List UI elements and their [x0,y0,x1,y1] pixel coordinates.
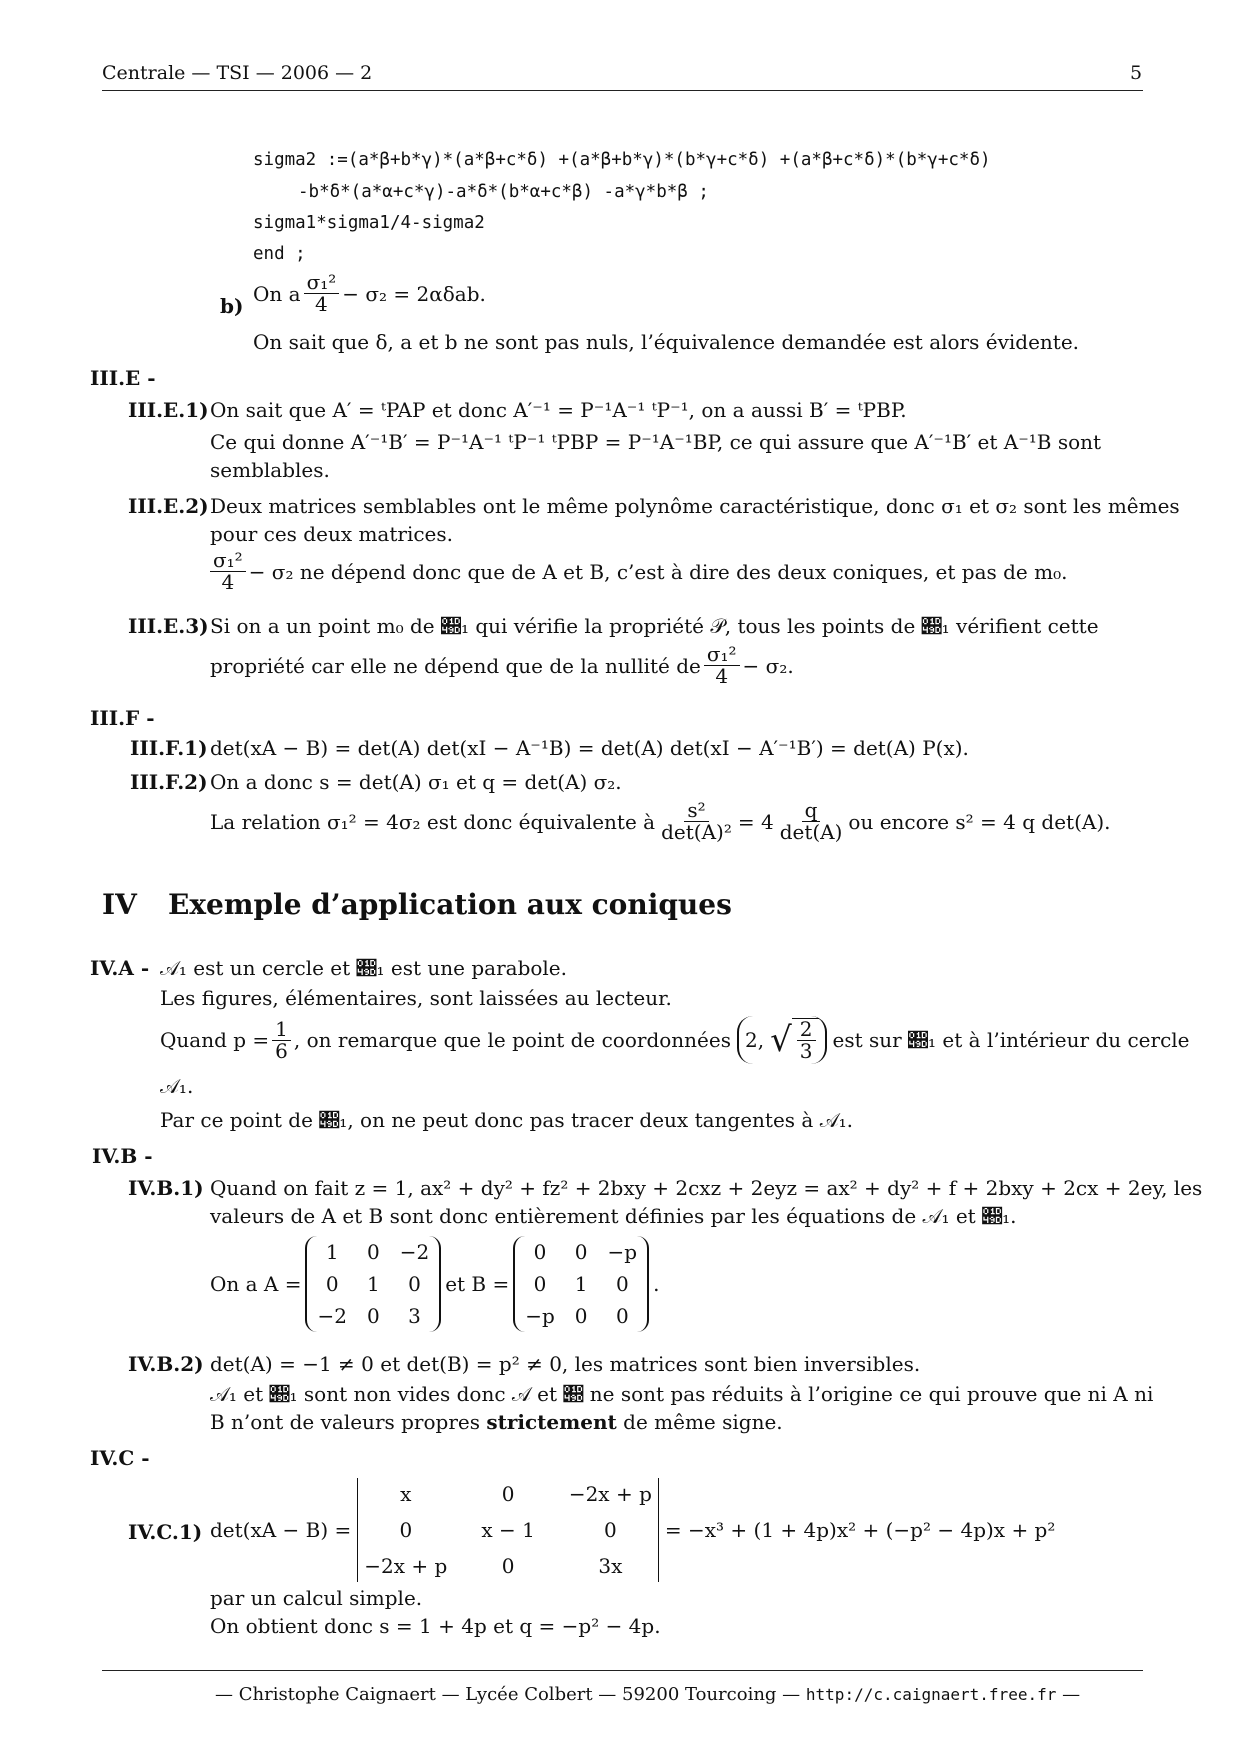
section-label: IV.C - [90,1446,150,1470]
text: et B = [445,1272,510,1296]
determinant [357,1478,659,1582]
matrix-b [513,1236,649,1332]
determinant-entry: −2x + p [364,1554,448,1578]
determinant-entry: 0 [399,1518,413,1542]
text: = −x³ + (1 + 4p)x² + (−p² − 4p)x + p² [664,1518,1056,1542]
numerator: σ₁² [210,550,246,572]
text: est sur 𝒝₁ et à l’intérieur du cercle [832,1028,1190,1052]
code-line: end ; [253,244,306,264]
paragraph-line: pour ces deux matrices. [210,522,453,546]
item-label: b) [220,294,244,318]
determinant-entry: 0 [603,1518,617,1542]
item-label: III.E.2) [128,494,209,518]
square-root: √ $\frac{2}{3}$ [770,1018,818,1062]
paragraph-line: Deux matrices semblables ont le même polynôme caractéristique, donc σ₁ et σ₂ sont les mêmes [210,494,1180,518]
footer-text: — Christophe Caignaert — Lycée Colbert — 59200 Tourcoing — [215,1684,801,1705]
equation [210,800,1111,843]
equation [210,1478,1055,1582]
text: − σ₂. [742,653,794,678]
determinant-entry: 0 [501,1554,515,1578]
matrix-entry: 1 [325,1240,339,1264]
text: − σ₂ ne dépend donc que de A et B, c’est à dire des deux coniques, et pas de m₀. [248,559,1068,584]
paragraph-line: On a donc s = det(A) σ₁ et q = det(A) σ₂. [210,770,622,794]
matrix-a [305,1236,441,1332]
paragraph-line: Par ce point de 𝒝₁, on ne peut donc pas tracer deux tangentes à 𝒜₁. [160,1108,854,1132]
fraction [704,644,740,687]
section-title: Exemple d’application aux coniques [168,888,732,921]
paragraph-line: semblables. [210,458,330,482]
item-label: IV.B.2) [128,1352,204,1376]
determinant-entry: 0 [501,1482,515,1506]
header-rule [102,90,1143,91]
paragraph-line: Ce qui donne A′⁻¹B′ = P⁻¹A⁻¹ ᵗP⁻¹ ᵗPBP = P⁻¹A⁻¹BP, ce qui assure que A′⁻¹B′ et A⁻¹B sont [210,430,1102,454]
matrix-entry: 0 [615,1272,629,1296]
matrix-entry: 0 [615,1304,629,1328]
text: . [653,1272,660,1296]
determinant-entry: x − 1 [481,1518,535,1542]
emphasis: strictement [486,1410,617,1434]
item-label: III.F.2) [130,770,208,794]
text: On a [253,281,301,306]
paragraph-line: Si on a un point m₀ de 𝒝₁ qui vérifie la propriété 𝒫, tous les points de 𝒝₁ vérifient cette [210,614,1099,638]
paragraph-line: On sait que δ, a et b ne sont pas nuls, l’équivalence demandée est alors évidente. [253,330,1080,354]
paragraph-line: det(xA − B) = det(A) det(xI − A⁻¹B) = det(A) det(xI − A′⁻¹B′) = det(A) P(x). [210,736,969,760]
denominator: 3 [799,1039,813,1063]
footer-text: — [1062,1684,1081,1705]
text: det(xA − B) = [210,1518,352,1542]
text: de même signe. [623,1410,783,1434]
matrix-entry: 0 [408,1272,421,1296]
equation [210,1236,659,1332]
fraction [777,800,846,843]
paragraph-line: On obtient donc s = 1 + 4p et q = −p² − 4p. [210,1614,661,1638]
coord-x: 2, [745,1028,765,1052]
numerator: 2 [797,1019,816,1041]
fraction [304,272,340,315]
text: ou encore s² = 4 q det(A). [848,809,1111,834]
numerator: 1 [272,1019,291,1041]
paragraph-line: Quand on fait z = 1, ax² + dy² + fz² + 2bxy + 2cxz + 2eyz = ax² + dy² + f + 2bxy + 2cx + 2ey, les [210,1176,1203,1200]
page-number: 5 [1130,62,1143,84]
paragraph-line: 𝒜₁ est un cercle et 𝒝₁ est une parabole. [160,956,567,980]
footer-url[interactable]: http://c.caignaert.free.fr [805,1685,1057,1704]
matrix-entry: 0 [574,1240,588,1264]
text: − σ₂ = 2αδab. [342,281,486,306]
matrix-entry: −2 [317,1304,347,1328]
text: On a A = [210,1272,302,1296]
equation [210,644,794,687]
matrix-entry: 0 [574,1304,588,1328]
paragraph-line: Les figures, élémentaires, sont laissées au lecteur. [160,986,672,1010]
paragraph-line: valeurs de A et B sont donc entièrement définies par les équations de 𝒜₁ et 𝒝₁. [210,1204,1017,1228]
equation [253,272,486,315]
text: Quand p = [160,1028,270,1052]
footer-rule [102,1670,1143,1671]
item-label: III.F.1) [130,736,208,760]
numerator: s² [684,800,708,822]
code-line: -b*δ*(a*α+c*γ)-a*δ*(b*α+c*β) -a*γ*b*β ; [298,182,709,202]
matrix-entry: −p [525,1304,555,1328]
paragraph-line: par un calcul simple. [210,1586,423,1610]
coordinates [737,1016,827,1064]
equation [207,550,1067,593]
matrix-entry: −2 [399,1240,430,1264]
paragraph-line: 𝒜₁. [160,1074,194,1098]
determinant-entry: x [400,1482,412,1506]
matrix-entry: 0 [366,1304,380,1328]
item-label: III.E.3) [128,614,209,638]
item-label: IV.B.1) [128,1176,204,1200]
paragraph-line: On sait que A′ = ᵗPAP et donc A′⁻¹ = P⁻¹A⁻¹ ᵗP⁻¹, on a aussi B′ = ᵗPBP. [210,398,907,422]
text: B n’ont de valeurs propres [210,1410,480,1434]
matrix-entry: 1 [366,1272,380,1296]
numerator: q [802,800,821,822]
denominator: 6 [275,1038,288,1063]
denominator: det(A) [779,820,843,844]
fraction [658,800,735,843]
denominator: 4 [315,292,328,316]
footer [215,1684,1080,1705]
text: La relation σ₁² = 4σ₂ est donc équivalente à [210,809,656,834]
matrix-entry: 1 [574,1272,588,1296]
matrix-entry: 0 [366,1240,380,1264]
matrix-entry: −p [607,1240,638,1264]
item-label: IV.C.1) [128,1520,203,1544]
numerator: σ₁² [704,644,740,666]
item-label: III.E.1) [128,398,209,422]
section-number: IV [102,888,137,921]
text: = 4 [737,809,774,834]
fraction [272,1016,291,1063]
code-line: sigma2 :=(a*β+b*γ)*(a*β+c*δ) +(a*β+b*γ)*(b*γ+c*δ) +(a*β+c*δ)*(b*γ+c*δ) [253,150,991,170]
matrix-entry: 0 [533,1272,547,1296]
fraction [797,1019,816,1062]
running-header: Centrale — TSI — 2006 — 2 [102,62,373,84]
section-label: III.F - [90,706,155,730]
denominator: 4 [221,570,235,594]
text: propriété car elle ne dépend que de la nullité de [210,653,701,678]
section-label: III.E - [90,366,156,390]
matrix-entry: 0 [533,1240,547,1264]
paragraph-line [210,1410,783,1434]
text: , on remarque que le point de coordonnées [293,1028,731,1052]
section-label: IV.A - [90,956,150,980]
denominator: det(A)² [661,820,732,844]
code-line: sigma1*sigma1/4-sigma2 [253,213,485,233]
paragraph-line: det(A) = −1 ≠ 0 et det(B) = p² ≠ 0, les matrices sont bien inversibles. [210,1352,921,1376]
matrix-entry: 0 [325,1272,339,1296]
paragraph-line: 𝒜₁ et 𝒝₁ sont non vides donc 𝒜 et 𝒝 ne sont pas réduits à l’origine ce qui prouve que ni A ni [210,1382,1154,1406]
determinant-entry: −2x + p [568,1482,652,1506]
matrix-entry: 3 [408,1304,421,1328]
section-label: IV.B - [92,1144,153,1168]
determinant-entry: 3x [598,1554,623,1578]
denominator: 4 [715,664,729,688]
equation [160,1016,1190,1064]
fraction [210,550,246,593]
numerator: σ₁² [304,272,340,294]
